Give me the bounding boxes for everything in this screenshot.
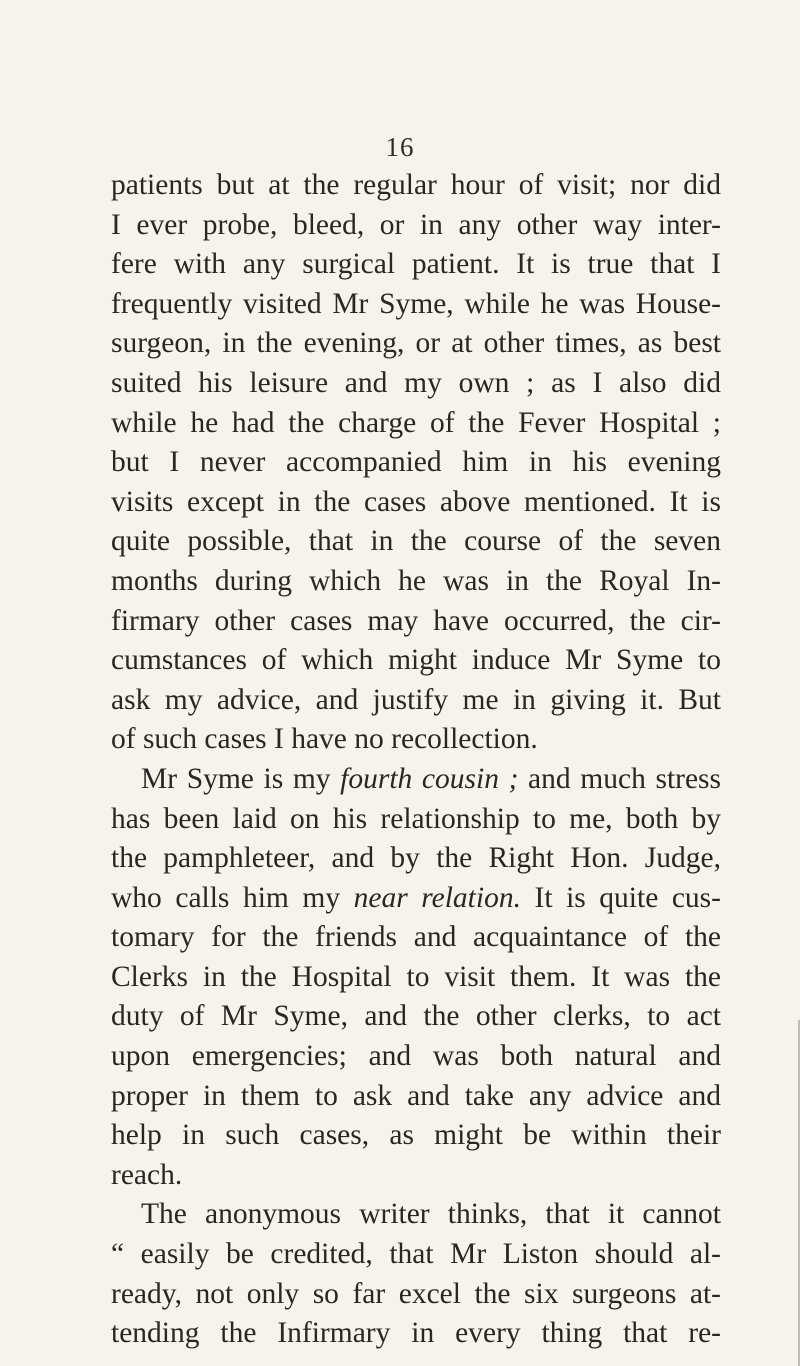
text-line: fere with any surgical patient. It is true that I (111, 248, 721, 281)
text-line: while he had the charge of the Fever Hospital ; (111, 406, 721, 439)
text-line: surgeon, in the evening, or at other times, as best (111, 327, 721, 360)
text-line: reach. (111, 1158, 183, 1191)
text-line (111, 760, 721, 800)
text-line: upon emergencies; and was both natural and (111, 1040, 721, 1073)
text-span: Mr Syme is my (141, 762, 341, 795)
text-line: cumstances of which might induce Mr Syme to (111, 644, 721, 677)
text-line: quite possible, that in the course of the seven (111, 525, 721, 558)
text-span: It is quite cus- (520, 881, 721, 914)
text-span: and much stress (518, 762, 722, 795)
text-line: “ easily be credited, that Mr Liston should al- (111, 1238, 721, 1271)
text-line: Clerks in the Hospital to visit them. It was the (111, 960, 721, 993)
text-line: duty of Mr Syme, and the other clerks, to act (111, 1000, 721, 1033)
text-line: the pamphleteer, and by the Right Hon. Judge, (111, 842, 721, 875)
text-line: firmary other cases may have occurred, the cir- (111, 604, 721, 637)
text-line: tending the Infirmary in every thing that re- (111, 1317, 721, 1350)
text-line: tomary for the friends and acquaintance of the (111, 921, 721, 954)
italic-phrase: near relation. (353, 881, 521, 914)
text-line: proper in them to ask and take any advice and (111, 1079, 721, 1112)
text-line: frequently visited Mr Syme, while he was House- (111, 287, 721, 320)
page-number: 16 (385, 132, 415, 162)
text-line: help in such cases, as might be within their (111, 1119, 721, 1152)
text-span: who calls him my (111, 881, 354, 914)
text-line: has been laid on his relationship to me, both by (111, 802, 721, 835)
italic-phrase: fourth cousin ; (340, 762, 519, 795)
text-line: of such cases I have no recollection. (111, 723, 538, 756)
text-line: visits except in the cases above mentioned. It is (111, 485, 721, 518)
text-line: patients but at the regular hour of visit; nor did (111, 169, 721, 201)
text-line: The anonymous writer thinks, that it cannot (141, 1198, 721, 1231)
text-line: but I never accompanied him in his evening (111, 446, 721, 479)
text-line: ask my advice, and justify me in giving it. But (111, 683, 721, 716)
text-line: I ever probe, bleed, or in any other way inter- (111, 208, 721, 241)
text-line: ready, not only so far excel the six surgeons at- (111, 1277, 721, 1310)
text-line (111, 879, 721, 919)
text-line: suited his leisure and my own ; as I also did (111, 366, 721, 399)
text-line: months during which he was in the Royal In- (111, 564, 721, 597)
body-text (111, 166, 721, 1354)
